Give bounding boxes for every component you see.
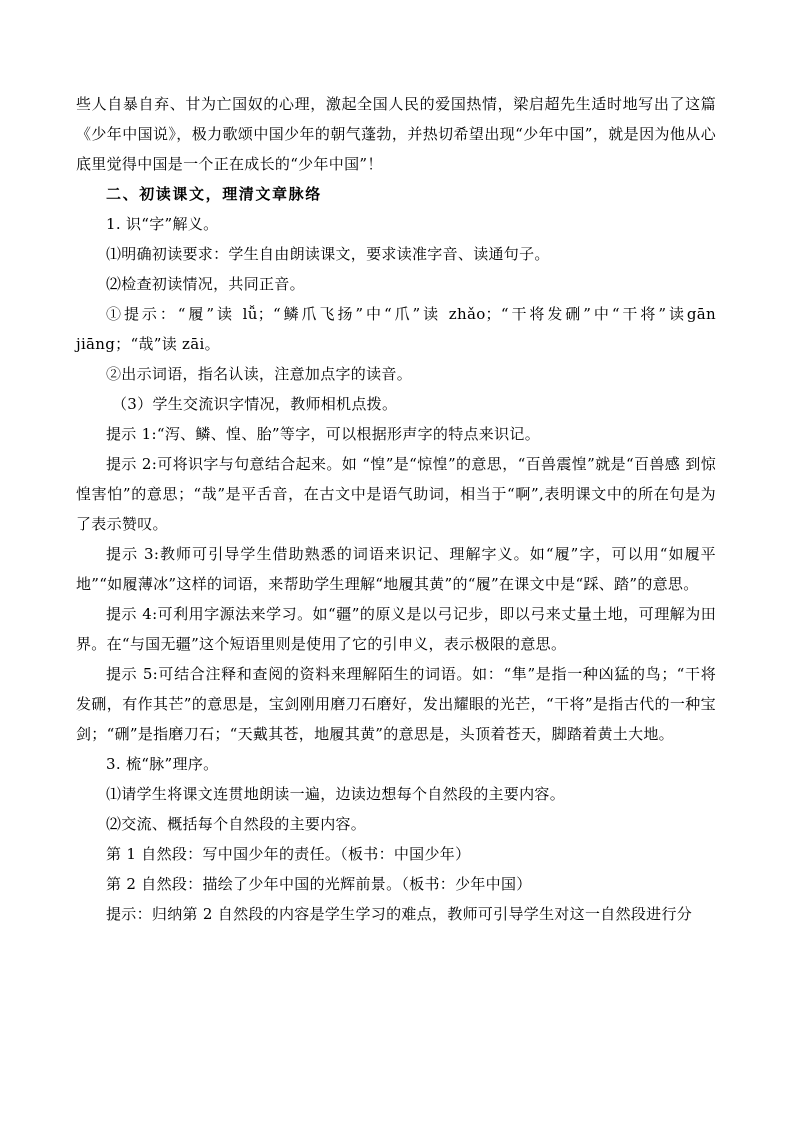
paragraph-natural-section-1: 第 1 自然段：写中国少年的责任。（板书：中国少年）: [106, 845, 471, 863]
paragraph-intro-continuation: 些人自暴自弃、甘为亡国奴的心理，激起全国人民的爱国热情，梁启超先生适时地写出了这篇《少年中国说》，极力歌颂中国少年的朝气蓬勃，并热切希望出现“少年中国”，就是因为他从心底里觉得中国是一个正在成长的“少年中国”！: [76, 95, 716, 173]
paragraph-step-3: 3. 梳“脉”理序。: [106, 755, 219, 773]
paragraph-tip-2: 提示 2:可将识字与句意结合起来。如 “惶”是“惊惶”的意思，“百兽震惶”就是“百兽感 到惊惶害怕”的意思；“哉”是平舌音，在古文中是语气助词，相当于“啊”,表明课文中的所在句是为了表示赞叹。: [76, 455, 716, 533]
paragraph-reading-requirement: ⑴明确初读要求：学生自由朗读课文，要求读准字音、读通句子。: [106, 245, 550, 263]
paragraph-pronunciation-tips: ①提示：“履”读 lǚ；“鳞爪飞扬”中“爪”读 zhǎo；“干将发硎”中“干将”读gān jiāng；“哉”读 zāi。: [76, 305, 716, 353]
paragraph-tip-1: 提示 1:“泻、鳞、惶、胎”等字，可以根据形声字的特点来识记。: [106, 425, 541, 443]
paragraph-step-1: 1. 识“字”解义。: [106, 215, 219, 233]
paragraph-final-tip: 提示：归纳第 2 自然段的内容是学生学习的难点，教师可引导学生对这一自然段进行分: [106, 905, 693, 923]
paragraph-summarize: ⑵交流、概括每个自然段的主要内容。: [106, 815, 367, 833]
paragraph-read-aloud: ⑴请学生将课文连贯地朗读一遍，边读边想每个自然段的主要内容。: [106, 785, 566, 803]
paragraph-tip-3: 提示 3:教师可引导学生借助熟悉的词语来识记、理解字义。如“履”字，可以用“如履平地”“如履薄冰”这样的词语，来帮助学生理解“地履其黄”的“履”在课文中是“踩、踏”的意思。: [76, 545, 716, 593]
paragraph-student-exchange: （3）学生交流识字情况，教师相机点拨。: [112, 395, 398, 413]
section-heading: 二、初读课文，理清文章脉络: [106, 185, 322, 203]
paragraph-tip-4: 提示 4:可利用字源法来学习。如“疆”的原义是以弓记步，即以弓来丈量土地，可理解为田界。在“与国无疆”这个短语里则是使用了它的引申义，表示极限的意思。: [76, 605, 716, 653]
paragraph-natural-section-2: 第 2 自然段：描绘了少年中国的光辉前景。（板书：少年中国）: [106, 875, 532, 893]
document-body: [76, 89, 716, 929]
paragraph-check-reading: ⑵检查初读情况，共同正音。: [106, 275, 305, 293]
paragraph-tip-5: 提示 5:可结合注释和查阅的资料来理解陌生的词语。如：“隼”是指一种凶猛的鸟；“干将发硎，有作其芒”的意思是，宝剑刚用磨刀石磨好，发出耀眼的光芒，“干将”是指古代的一种宝剑；“硎”是指磨刀石；“天戴其苍，地履其黄”的意思是，头顶着苍天，脚踏着黄土大地。: [76, 665, 716, 743]
paragraph-word-reading: ②出示词语，指名认读，注意加点字的读音。: [106, 365, 413, 383]
